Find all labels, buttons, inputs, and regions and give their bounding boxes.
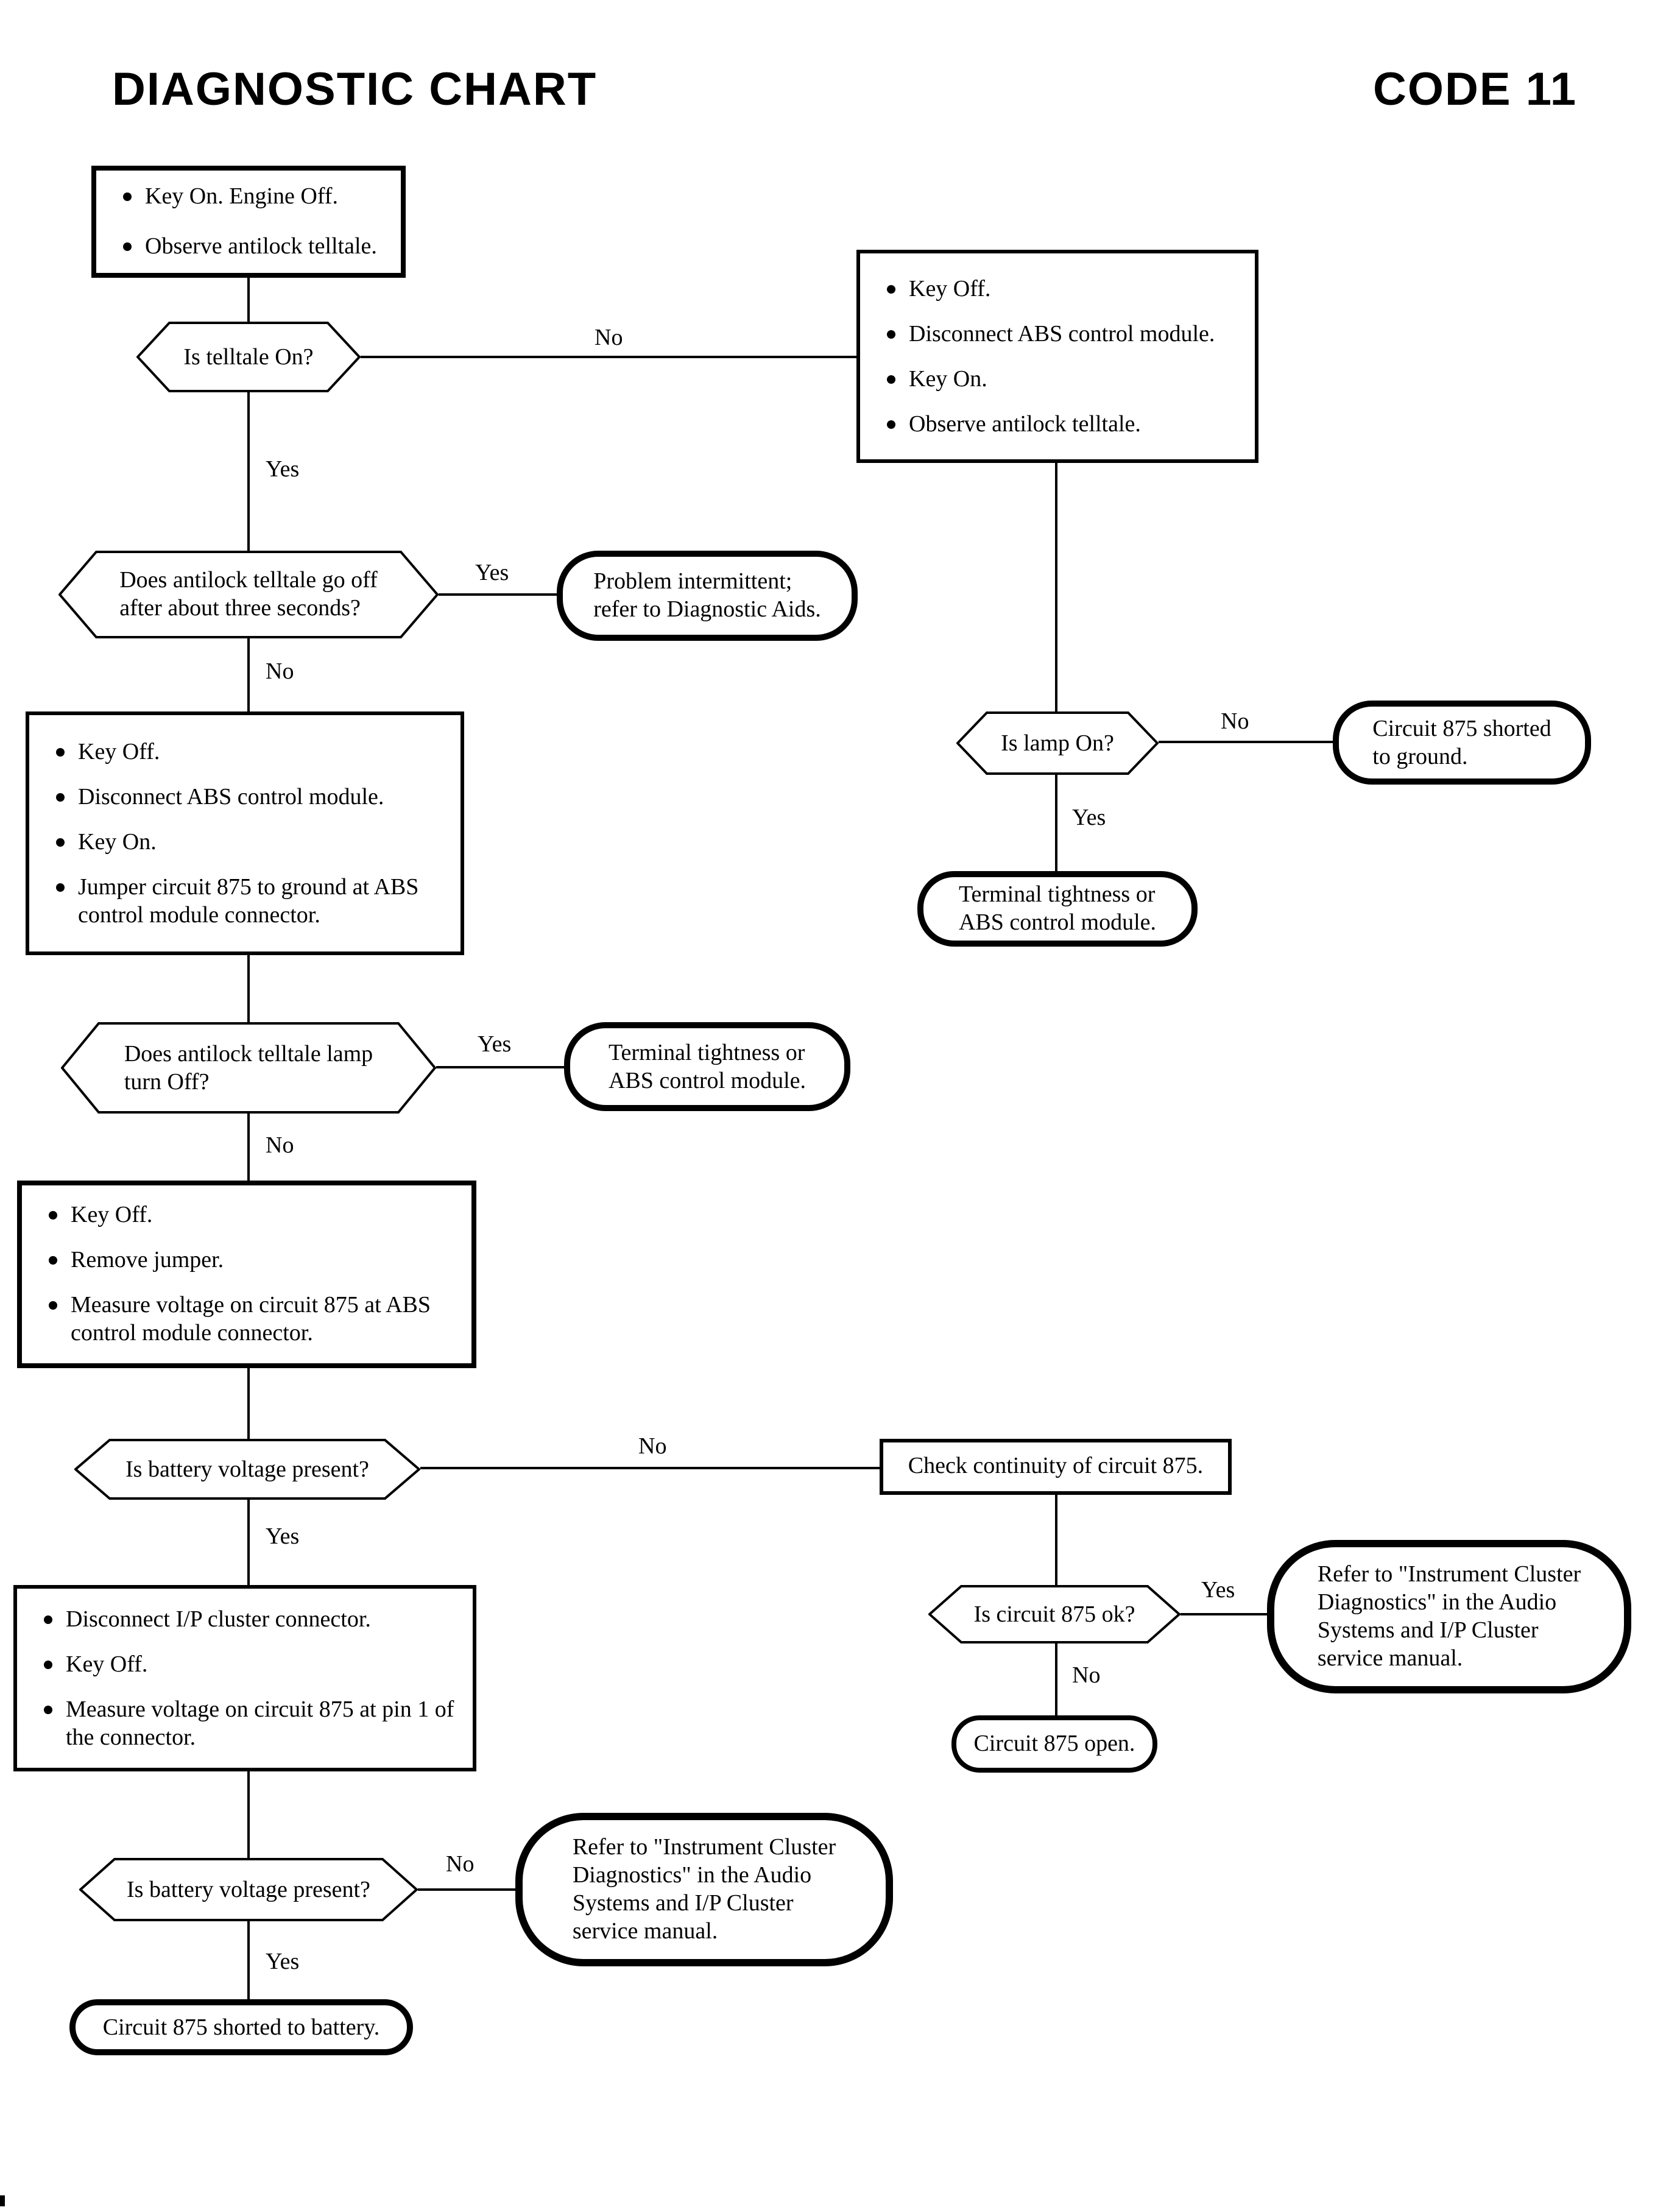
terminal-line: Circuit 875 shorted <box>1372 716 1551 741</box>
connector-line <box>247 1114 250 1181</box>
terminal-terminal-tightness-right <box>917 871 1198 947</box>
bullet-icon <box>44 1705 52 1714</box>
list-item <box>46 828 446 856</box>
bullet-text: Key On. <box>909 366 987 392</box>
terminal-circuit-875-open <box>951 1715 1157 1773</box>
bullet-text: Key Off. <box>909 276 991 302</box>
decision-line: Does antilock telltale lamp <box>124 1041 373 1067</box>
terminal-line: refer to Diagnostic Aids. <box>593 597 821 623</box>
list-item <box>877 275 1240 303</box>
bullet-text: Observe antilock telltale. <box>909 411 1141 437</box>
decision-text <box>58 551 439 638</box>
bullet-icon <box>56 747 65 756</box>
terminal-refer-instrument-cluster-right <box>1267 1540 1631 1693</box>
terminal-line: ABS control module. <box>958 910 1157 936</box>
terminal-refer-instrument-cluster-bottom <box>515 1813 893 1966</box>
bullet-text: Disconnect ABS control module. <box>78 784 384 810</box>
connector-line <box>420 1467 880 1469</box>
list-item <box>46 783 446 811</box>
bullet-icon <box>123 242 132 251</box>
bullet-icon <box>887 420 895 428</box>
terminal-problem-intermittent <box>557 551 858 641</box>
decision-battery-voltage-2 <box>79 1858 418 1921</box>
bullet-text: Key On. Engine Off. <box>145 184 338 210</box>
terminal-line: Refer to "Instrument Cluster <box>1317 1562 1581 1587</box>
decision-text: Is telltale On? <box>183 344 314 370</box>
bullet-text: Disconnect ABS control module. <box>909 321 1215 347</box>
bullet-icon <box>49 1211 57 1220</box>
terminal-text <box>1372 715 1551 771</box>
decision-is-telltale-on <box>136 322 361 392</box>
list-item <box>877 410 1240 438</box>
terminal-line: service manual. <box>1317 1646 1463 1672</box>
decision-text: Is battery voltage present? <box>125 1456 369 1482</box>
step-check-continuity-box <box>880 1439 1232 1495</box>
connector-line <box>439 593 558 596</box>
connector-line <box>247 278 250 322</box>
scan-artifact <box>0 2195 5 2206</box>
connector-line <box>247 1368 250 1439</box>
bullet-icon <box>123 192 132 201</box>
connector-line <box>1055 1495 1057 1586</box>
bullet-text: Remove jumper. <box>71 1248 224 1273</box>
connector-line <box>418 1888 515 1891</box>
decision-text <box>61 1022 436 1114</box>
step-start-box <box>91 166 406 278</box>
edge-label-yes: Yes <box>478 1032 512 1057</box>
terminal-line: Systems and I/P Cluster <box>572 1891 794 1916</box>
list-item <box>34 1695 458 1751</box>
bullet-icon <box>56 883 65 891</box>
terminal-line: ABS control module. <box>608 1068 806 1093</box>
list-item <box>39 1291 457 1347</box>
terminal-line: Terminal tightness or <box>608 1040 805 1065</box>
bullet-text: Key Off. <box>71 1202 153 1228</box>
connector-line <box>1055 462 1057 711</box>
bullet-text: Measure voltage on circuit 875 at pin 1 of the connector. <box>66 1696 454 1750</box>
list-item <box>46 738 446 766</box>
bullet-text: Key Off. <box>78 739 160 764</box>
decision-line: Does antilock telltale go off <box>119 568 378 593</box>
list-item <box>113 233 386 261</box>
connector-line <box>361 356 856 358</box>
terminal-text <box>593 568 821 624</box>
decision-text: Is battery voltage present? <box>127 1877 370 1902</box>
bullet-icon <box>44 1615 52 1623</box>
connector-line <box>1159 741 1333 743</box>
terminal-text <box>573 1834 836 1946</box>
edge-label-no: No <box>638 1434 667 1460</box>
decision-circuit-875-ok <box>928 1585 1181 1643</box>
bullet-text: Observe antilock telltale. <box>145 234 377 259</box>
connector-line <box>1055 775 1057 871</box>
connector-line <box>247 392 250 551</box>
bullet-text: Disconnect I/P cluster connector. <box>66 1606 371 1632</box>
connector-line <box>436 1066 564 1068</box>
edge-label-no: No <box>266 659 294 685</box>
terminal-line: service manual. <box>572 1919 718 1944</box>
decision-line: turn Off? <box>124 1069 210 1095</box>
list-item <box>34 1605 458 1633</box>
bullet-icon <box>887 375 895 383</box>
bullet-text: Key Off. <box>66 1651 148 1677</box>
connector-line <box>247 1771 250 1858</box>
connector-line <box>247 1500 250 1586</box>
edge-label-no: No <box>1072 1663 1101 1689</box>
connector-line <box>1181 1613 1267 1615</box>
bullet-icon <box>887 330 895 338</box>
terminal-line: Diagnostics" in the Audio <box>572 1863 812 1888</box>
decision-text: Is circuit 875 ok? <box>973 1601 1135 1627</box>
terminal-text <box>959 881 1156 937</box>
page-title: DIAGNOSTIC CHART <box>112 65 598 116</box>
connector-line <box>1055 1643 1057 1717</box>
connector-line <box>247 1921 250 1999</box>
terminal-text: Circuit 875 shorted to battery. <box>102 2014 380 2040</box>
terminal-line: to ground. <box>1372 744 1468 769</box>
bullet-text: Key On. <box>78 829 157 855</box>
list-item <box>113 183 386 211</box>
edge-label-yes: Yes <box>266 1949 300 1975</box>
list-item <box>34 1650 458 1678</box>
terminal-line: Problem intermittent; <box>593 569 792 595</box>
decision-battery-voltage-1 <box>74 1439 420 1500</box>
terminal-circuit-875-shorted-battery <box>69 1999 413 2055</box>
decision-telltale-go-off <box>58 551 439 638</box>
terminal-text <box>609 1039 806 1095</box>
bullet-text: Jumper circuit 875 to ground at ABS control module connector. <box>78 874 419 928</box>
terminal-circuit-875-shorted-ground <box>1333 701 1591 785</box>
terminal-text: Circuit 875 open. <box>973 1731 1135 1757</box>
bullet-icon <box>44 1660 52 1668</box>
list-item <box>39 1201 457 1229</box>
bullet-icon <box>887 284 895 293</box>
decision-text: Is lamp On? <box>1001 730 1114 756</box>
bullet-icon <box>56 838 65 846</box>
list-item <box>877 365 1240 393</box>
edge-label-yes: Yes <box>266 1524 300 1550</box>
terminal-line: Terminal tightness or <box>958 882 1156 908</box>
list-item <box>46 873 446 929</box>
bullet-icon <box>49 1301 57 1310</box>
edge-label-yes: Yes <box>1072 805 1106 831</box>
bullet-icon <box>56 793 65 801</box>
edge-label-no: No <box>595 325 623 351</box>
edge-label-yes: Yes <box>475 560 509 586</box>
list-item <box>877 320 1240 348</box>
step-key-off-disconnect-box <box>856 250 1258 463</box>
bullet-icon <box>49 1256 57 1265</box>
terminal-line: Diagnostics" in the Audio <box>1317 1590 1557 1615</box>
terminal-terminal-tightness-mid <box>564 1022 850 1111</box>
decision-line: after about three seconds? <box>119 596 361 621</box>
step-jumper-ground-box <box>26 711 464 955</box>
step-measure-voltage-abs-box <box>17 1181 476 1368</box>
edge-label-yes: Yes <box>266 457 300 482</box>
edge-label-no: No <box>1221 709 1249 735</box>
decision-is-lamp-on <box>956 711 1159 775</box>
edge-label-yes: Yes <box>1201 1578 1235 1603</box>
bullet-text: Measure voltage on circuit 875 at ABS control module connector. <box>71 1293 431 1346</box>
connector-line <box>247 955 250 1022</box>
terminal-line: Refer to "Instrument Cluster <box>572 1835 836 1860</box>
decision-telltale-lamp-turn-off <box>61 1022 436 1114</box>
terminal-text <box>1318 1561 1581 1673</box>
terminal-line: Systems and I/P Cluster <box>1317 1618 1539 1643</box>
connector-line <box>247 638 250 711</box>
list-item <box>39 1246 457 1274</box>
step-text: Check continuity of circuit 875. <box>908 1453 1204 1479</box>
step-ip-cluster-box <box>13 1585 476 1771</box>
edge-label-no: No <box>266 1133 294 1159</box>
edge-label-no: No <box>446 1852 475 1877</box>
code-label: CODE 11 <box>1373 65 1578 116</box>
